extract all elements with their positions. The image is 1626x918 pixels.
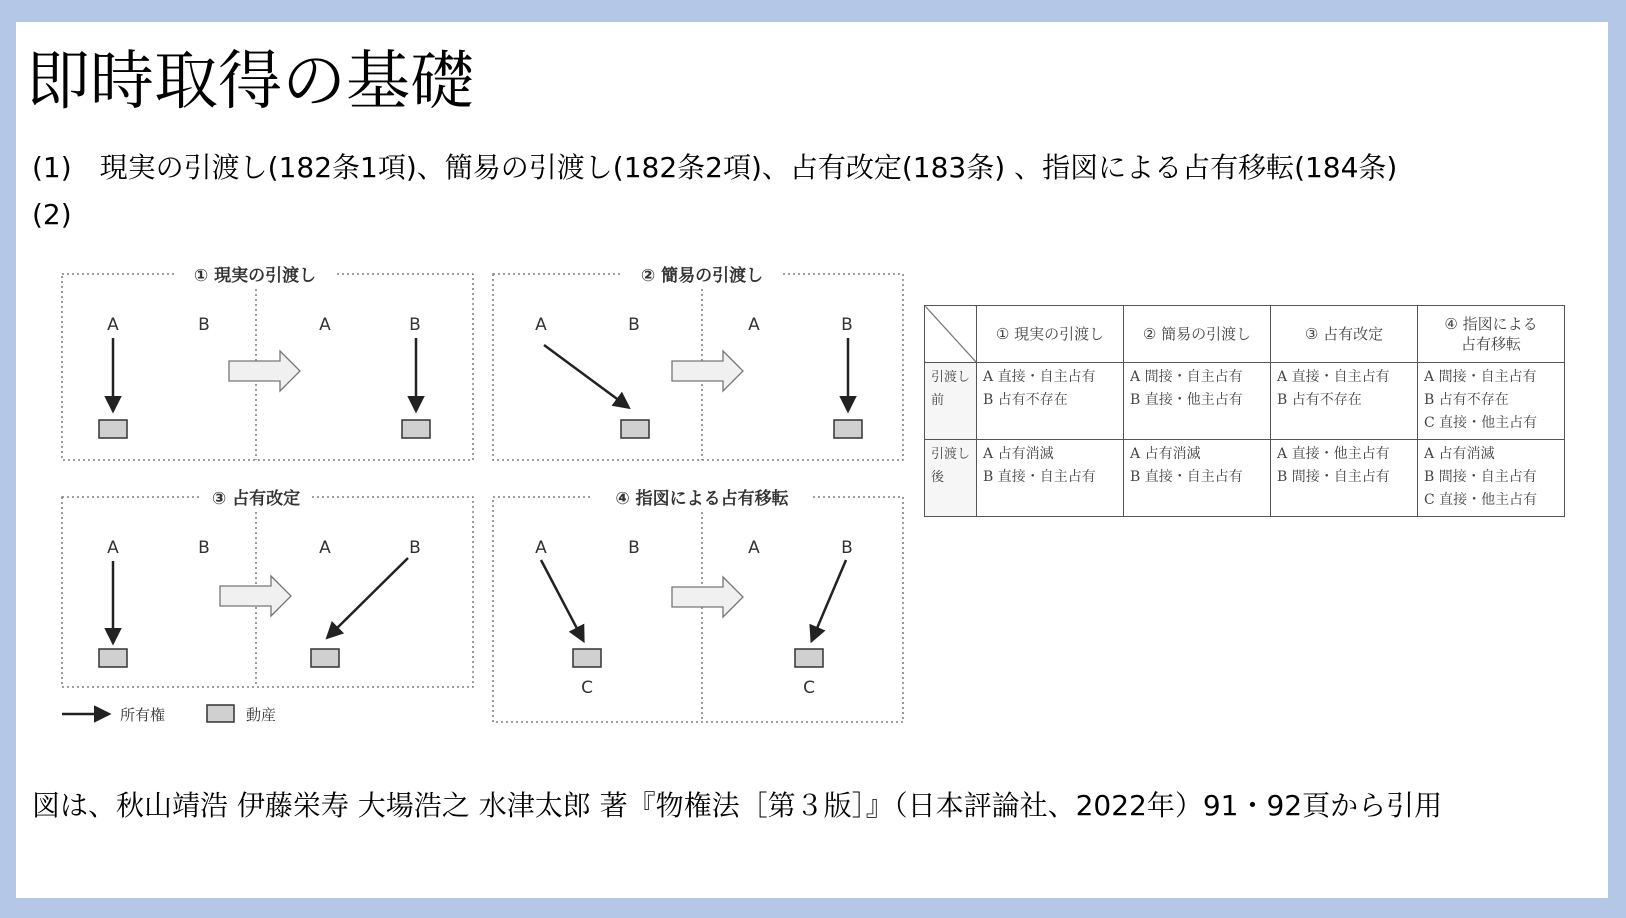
party-b-label: B [841, 315, 853, 335]
slide-title: 即時取得の基礎 [26, 45, 474, 119]
table-header: ① 現実の引渡し [977, 306, 1124, 363]
table-header [1418, 306, 1565, 363]
table-header-line: 占有移転 [1461, 335, 1522, 353]
movable-box [621, 420, 649, 438]
party-a-label: A [319, 315, 331, 335]
table-cell: A 占有消滅 B 直接・自主占有 [1124, 440, 1271, 517]
table-cell: A 間接・自主占有 B 直接・他主占有 [1124, 363, 1271, 440]
possession-comparison-table [924, 305, 1565, 517]
movable-box [402, 420, 430, 438]
party-b-label: B [198, 538, 210, 558]
table-row-header: 引渡し 前 [925, 363, 977, 440]
party-b-label: B [409, 538, 421, 558]
movable-box [573, 649, 601, 667]
table-header-line: ④ 指図による [1444, 315, 1538, 333]
party-a-label: A [748, 315, 760, 335]
point-2-text: (2) [32, 198, 72, 231]
legend-ownership: 所有権 [120, 706, 166, 724]
party-b-label: B [628, 315, 640, 335]
party-a-label: A [319, 538, 331, 558]
point-1-text: (1) 現実の引渡し(182条1項)、簡易の引渡し(182条2項)、占有改定(183条) 、指図による占有移転(184条) [32, 151, 1398, 184]
table-corner-cell [925, 306, 977, 363]
table-row-header: 引渡し 後 [925, 440, 977, 517]
party-b-label: B [198, 315, 210, 335]
table-row [925, 363, 1565, 440]
party-a-label: A [535, 538, 547, 558]
transition-arrow [229, 351, 300, 391]
party-a-label: A [748, 538, 760, 558]
legend-movable: 動産 [246, 706, 277, 724]
table-cell: A 直接・他主占有 B 間接・自主占有 [1271, 440, 1418, 517]
party-c-label: C [803, 678, 815, 698]
party-a-label: A [107, 538, 119, 558]
party-b-label: B [628, 538, 640, 558]
table-header-row [925, 306, 1565, 363]
panel-simple-delivery [493, 262, 903, 460]
table-header: ③ 占有改定 [1271, 306, 1418, 363]
transition-arrow [672, 577, 743, 617]
table-cell: A 直接・自主占有 B 占有不存在 [977, 363, 1124, 440]
transition-arrow [672, 351, 743, 391]
panel-indication-transfer [493, 485, 903, 722]
movable-box [311, 649, 339, 667]
party-a-label: A [535, 315, 547, 335]
ownership-arrow [544, 345, 628, 407]
party-b-label: B [841, 538, 853, 558]
ownership-arrow [328, 558, 408, 637]
panel-4-title: ④ 指図による占有移転 [615, 489, 789, 509]
table-cell: A 直接・自主占有 B 占有不存在 [1271, 363, 1418, 440]
diagram-legend [62, 705, 276, 724]
table-cell: A 間接・自主占有 B 占有不存在 C 直接・他主占有 [1418, 363, 1565, 440]
movable-box [99, 420, 127, 438]
movable-box [795, 649, 823, 667]
panel-possession-by-agreement [62, 485, 473, 687]
table-header: ② 簡易の引渡し [1124, 306, 1271, 363]
table-cell: A 占有消滅 B 間接・自主占有 C 直接・他主占有 [1418, 440, 1565, 517]
party-c-label: C [581, 678, 593, 698]
legend-box [207, 705, 234, 722]
panel-actual-delivery [62, 262, 473, 460]
party-b-label: B [409, 315, 421, 335]
panel-1-title: ① 現実の引渡し [193, 266, 317, 286]
party-a-label: A [107, 315, 119, 335]
table-row [925, 440, 1565, 517]
movable-box [834, 420, 862, 438]
table-cell: A 占有消滅 B 直接・自主占有 [977, 440, 1124, 517]
ownership-arrow [812, 560, 846, 640]
movable-box [99, 649, 127, 667]
panel-2-title: ② 簡易の引渡し [640, 266, 764, 286]
panel-3-title: ③ 占有改定 [211, 489, 301, 509]
citation-text: 図は、秋山靖浩 伊藤栄寿 大場浩之 水津太郎 著『物権法［第３版］』（日本評論社、2022年）91・92頁から引用 [32, 789, 1443, 822]
ownership-arrow [541, 560, 583, 640]
